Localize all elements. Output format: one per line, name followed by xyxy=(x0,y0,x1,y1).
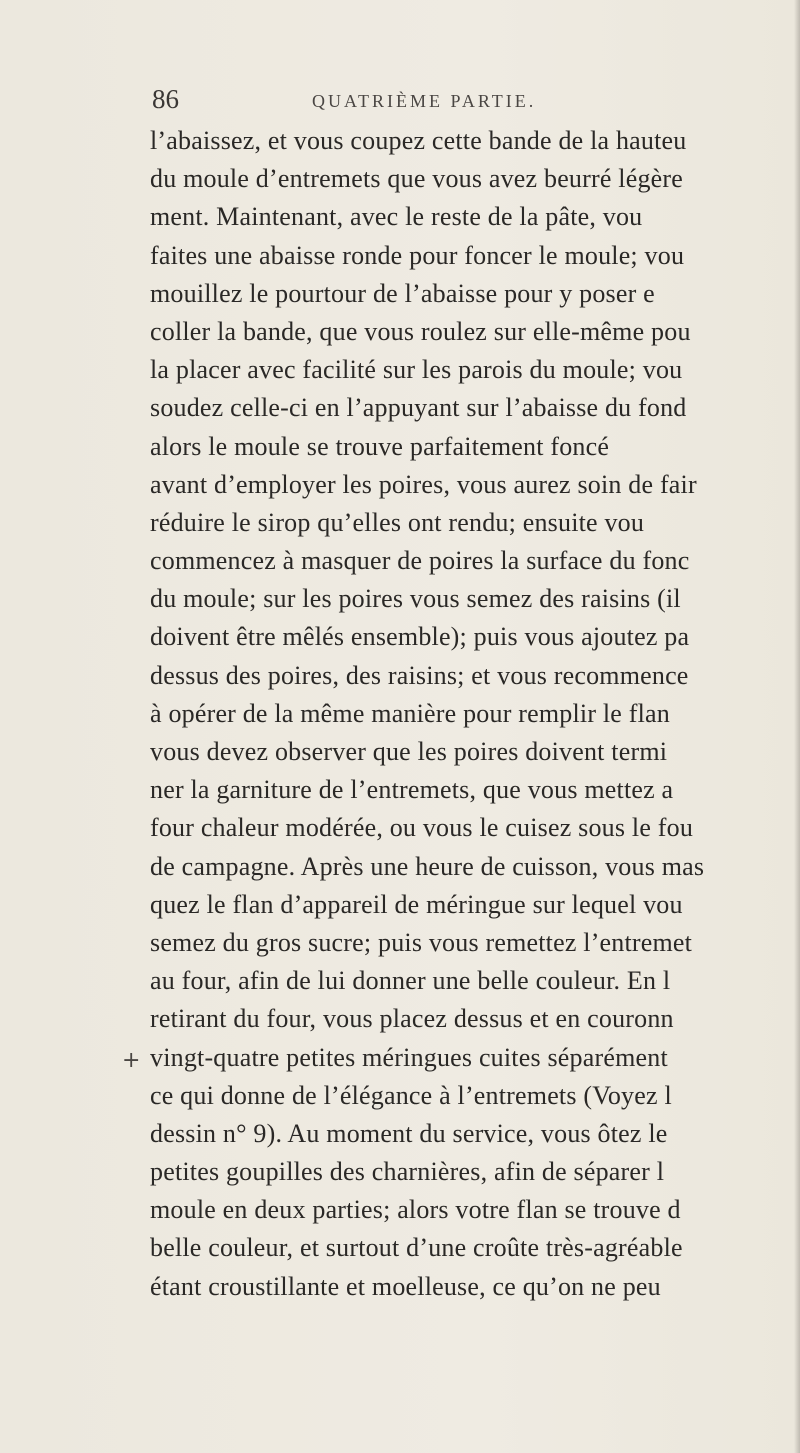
text-line: réduire le sirop qu’elles ont rendu; ensuite vou xyxy=(150,507,645,537)
text-line: faites une abaisse ronde pour foncer le moule; vou xyxy=(150,240,685,270)
text-line: du moule d’entremets que vous avez beurré légère xyxy=(150,164,683,194)
text-line: l’abaissez, et vous coupez cette bande de la hauteu xyxy=(150,126,687,155)
page-edge-shadow xyxy=(794,0,800,1453)
text-line: doivent être mêlés ensemble); puis vous ajoutez pa xyxy=(150,622,690,652)
text-line: étant croustillante et moelleuse, ce qu’on ne peu xyxy=(150,1271,661,1301)
text-line: quez le flan d’appareil de méringue sur lequel vou xyxy=(150,889,683,919)
text-line: soudez celle-ci en l’appuyant sur l’abaisse du fond xyxy=(150,393,687,423)
text-line: mouillez le pourtour de l’abaisse pour y poser e xyxy=(150,278,655,308)
text-line: dessin n° 9). Au moment du service, vous ôtez le xyxy=(150,1118,668,1148)
running-title: QUATRIÈME PARTIE. xyxy=(312,91,537,111)
text-line: dessus des poires, des raisins; et vous recommence xyxy=(150,660,689,690)
margin-mark: + xyxy=(122,1048,141,1073)
text-line: la placer avec facilité sur les parois du moule; vou xyxy=(150,355,683,385)
text-line: à opérer de la même manière pour remplir le flan xyxy=(150,698,670,728)
text-line: de campagne. Après une heure de cuisson, vous mas xyxy=(150,851,705,881)
text-line: du moule; sur les poires vous semez des raisins (il xyxy=(150,584,681,614)
text-line: avant d’employer les poires, vous aurez soin de fair xyxy=(150,469,697,499)
text-line: four chaleur modérée, ou vous le cuisez sous le fou xyxy=(150,813,694,843)
text-line: vingt-quatre petites méringues cuites séparément xyxy=(150,1042,668,1072)
page-number: 86 xyxy=(152,84,179,114)
text-line: belle couleur, et surtout d’une croûte très-agréable xyxy=(150,1233,683,1263)
text-line: vous devez observer que les poires doivent termi xyxy=(150,737,668,766)
text-line: alors le moule se trouve parfaitement foncé xyxy=(150,431,610,461)
body-text xyxy=(150,122,800,1372)
text-line: ce qui donne de l’élégance à l’entremets (Voyez l xyxy=(150,1080,672,1110)
text-line: semez du gros sucre; puis vous remettez l’entremet xyxy=(150,927,693,957)
text-line: au four, afin de lui donner une belle couleur. En l xyxy=(150,966,671,996)
text-line: retirant du four, vous placez dessus et en couronn xyxy=(150,1004,674,1034)
text-line: coller la bande, que vous roulez sur elle-même pou xyxy=(150,316,691,346)
text-line: ner la garniture de l’entremets, que vous mettez a xyxy=(150,775,674,805)
text-line: petites goupilles des charnières, afin de séparer l xyxy=(150,1157,665,1187)
text-line: moule en deux parties; alors votre flan se trouve d xyxy=(150,1195,681,1225)
text-line: commencez à masquer de poires la surface du fonc xyxy=(150,546,690,576)
page-header xyxy=(118,84,788,114)
text-line: ment. Maintenant, avec le reste de la pâte, vou xyxy=(150,202,643,232)
